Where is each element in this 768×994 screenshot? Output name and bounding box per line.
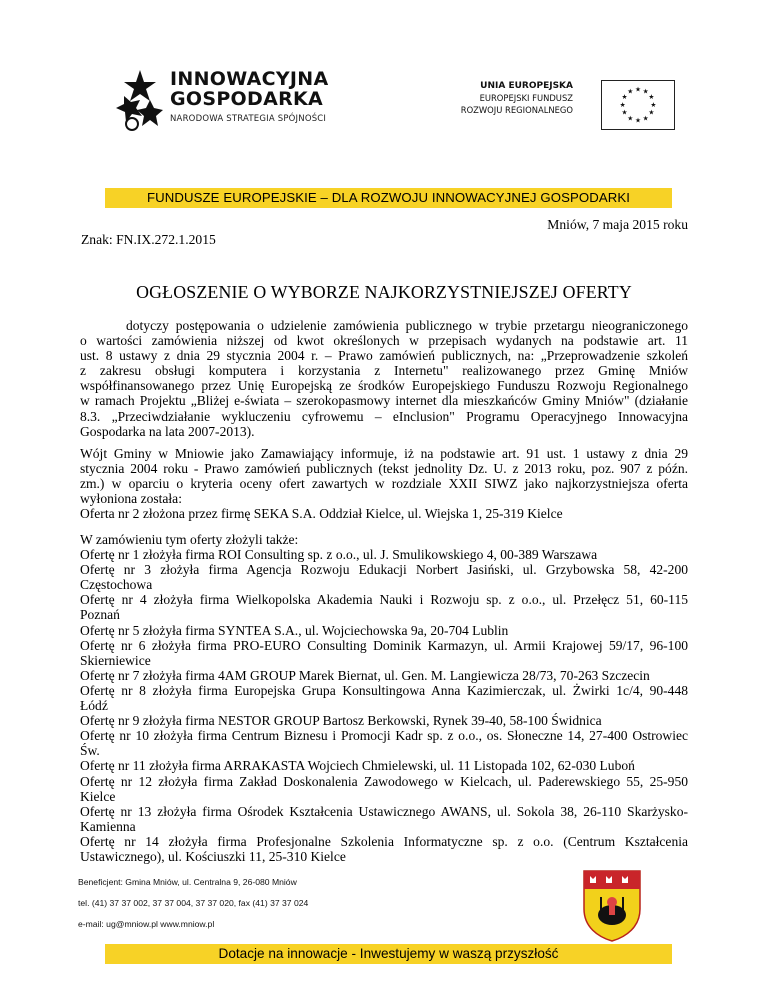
svg-text:★: ★ (634, 116, 642, 125)
text-line: Oferta nr 2 złożona przez firmę SEKA S.A. Oddział Kielce, ul. Wiejska 1, 25-319 Kielce (80, 506, 563, 522)
text-line: 8.3. „Przeciwdziałanie wykluczeniu cyfrowemu – eInclusion" Programu Operacyjnego Innowacyjna (80, 408, 688, 424)
text-line: Ofertę nr 1 złożyła firma ROI Consulting sp. z o.o., ul. J. Smulikowskiego 4, 00-389 Warszawa (80, 547, 598, 563)
ue-logo-line3: ROZWOJU REGIONALNEGO (460, 105, 573, 115)
ue-logo-text (461, 80, 573, 116)
top-banner: FUNDUSZE EUROPEJSKIE – DLA ROZWOJU INNOWACYJNEJ GOSPODARKI (105, 188, 672, 208)
text-line: Kielce (80, 788, 116, 804)
text-line: w ramach Projektu „Bliżej e-świata – szerokopasmowy internet dla mieszkańców Gminy Mniów" (działanie (80, 393, 688, 409)
text-line: W zamówieniu tym oferty złożyli także: (80, 532, 299, 547)
svg-text:★: ★ (627, 114, 634, 123)
text-line: Ofertę nr 3 złożyła firma Agencja Rozwoju Edukacji Norbert Jasiński, ul. Grzybowska 58, 42-200 (80, 562, 688, 578)
text-line: zm.) w oparciu o kryteria oceny ofert zawartych w rozdziale XXII SIWZ jako najkorzystniejsza oferta (80, 476, 688, 492)
text-line: Kamienna (80, 818, 136, 834)
svg-text:★: ★ (621, 108, 628, 117)
text-line: współfinansowanego przez Unię Europejską ze środków Europejskiego Funduszu Rozwoju Regionalnego (80, 378, 688, 394)
offers-paragraph (80, 532, 688, 864)
text-line: Ofertę nr 11 złożyła firma ARRAKASTA Wojciech Chmielewski, ul. 11 Listopada 102, 62-030 Luboń (80, 758, 635, 774)
text-line: stycznia 2004 roku - Prawo zamówień publicznych (tekst jednolity Dz. U. z 2013 roku, poz. 907 z późn. (80, 461, 688, 477)
text-line: z zakresu obsługi komputera i korzystania z Internetu" realizowanego przez Gminę Mniów (80, 363, 688, 379)
intro-paragraph (80, 318, 688, 439)
text-line: Ofertę nr 8 złożyła firma Europejska Grupa Konsultingowa Anna Kazimierczak, ul. Żwirki 1c/4, 90-448 (80, 682, 688, 698)
ig-logo-subtitle: NARODOWA STRATEGIA SPÓJNOŚCI (170, 114, 327, 124)
text-line: Skierniewice (80, 652, 151, 668)
text-line: o wartości zamówienia niższej od kwot określonych w przepisach wydanych na podstawie art. 11 (80, 333, 688, 349)
svg-text:★: ★ (627, 87, 634, 96)
svg-text:★: ★ (621, 93, 628, 102)
ue-logo-line1: UNIA EUROPEJSKA (480, 81, 573, 91)
document-reference: Znak: FN.IX.272.1.2015 (81, 232, 216, 247)
text-line: Ofertę nr 7 złożyła firma 4AM GROUP Marek Biernat, ul. Gen. M. Langiewicza 28/73, 70-263 Szczecin (80, 667, 650, 683)
text-line: Ofertę nr 10 złożyła firma Centrum Biznesu i Promocji Kadr sp. z o.o., os. Słoneczne 14, 27-400 Ostrowiec (80, 728, 688, 744)
document-title: OGŁOSZENIE O WYBORZE NAJKORZYSTNIEJSZEJ OFERTY (136, 282, 632, 302)
text-line: Ofertę nr 12 złożyła firma Zakład Doskonalenia Zawodowego w Kielcach, ul. Paderewskiego 55, 25-950 (80, 773, 688, 789)
ig-logo-line2: GOSPODARKA (170, 88, 324, 110)
footer-phones: tel. (41) 37 37 002, 37 37 004, 37 37 020, fax (41) 37 37 024 (78, 898, 309, 908)
eu-flag-icon (601, 80, 675, 130)
text-line: wyłoniona została: (80, 491, 182, 507)
text-line: Ofertę nr 13 złożyła firma Ośrodek Kształcenia Ustawicznego AWANS, ul. Sokola 38, 26-110 Skarżysko- (80, 803, 688, 819)
text-line: Częstochowa (80, 577, 153, 593)
ig-logo-line1: INNOWACYJNA (170, 68, 329, 90)
svg-text:★: ★ (648, 108, 655, 117)
text-line: Ofertę nr 4 złożyła firma Wielkopolska Akademia Nauki i Rozwoju sp. z o.o., ul. Przełęcz 51, 60-115 (80, 592, 688, 608)
text-line: Poznań (80, 607, 120, 623)
text-line: Św. (80, 743, 100, 759)
mniow-coat-of-arms-icon (582, 869, 642, 943)
text-line: Ofertę nr 9 złożyła firma NESTOR GROUP Bartosz Berkowski, Rynek 39-40, 58-100 Świdnica (80, 713, 602, 729)
text-line: Ofertę nr 5 złożyła firma SYNTEA S.A., ul. Wojciechowska 9a, 20-704 Lublin (80, 622, 509, 638)
text-line: Gospodarka na lata 2007-2013). (80, 423, 255, 439)
svg-text:★: ★ (642, 87, 649, 96)
footer-beneficiary: Beneficjent: Gmina Mniów, ul. Centralna 9, 26-080 Mniów (78, 877, 297, 887)
svg-text:★: ★ (648, 93, 655, 102)
text-line: Ofertę nr 6 złożyła firma PRO-EURO Consulting Dominik Karmazyn, ul. Armii Krajowej 59/17, 96-100 (80, 637, 688, 653)
decision-paragraph (80, 446, 688, 521)
bottom-banner: Dotacje na innowacje - Inwestujemy w waszą przyszłość (105, 944, 672, 964)
innovation-stars-icon (110, 68, 166, 132)
svg-text:★: ★ (619, 100, 626, 109)
text-line: ust. 8 ustawy z dnia 29 stycznia 2004 r. – Prawo zamówień publicznych, na: „Przeprowadzenie szkoleń (80, 348, 688, 364)
footer-contact-email: e-mail: ug@mniow.pl www.mniow.pl (78, 919, 215, 929)
svg-text:★: ★ (642, 114, 649, 123)
svg-text:★: ★ (650, 100, 657, 109)
unia-europejska-logo (455, 80, 695, 132)
ue-logo-line2: EUROPEJSKI FUNDUSZ (479, 93, 573, 103)
text-line: Ustawicznego), ul. Kościuszki 11, 25-310 Kielce (80, 848, 346, 864)
text-line: dotyczy postępowania o udzielenie zamówienia publicznego w trybie przetargu nieograniczonego (126, 318, 688, 333)
text-line: Łódź (80, 698, 108, 714)
innowacyjna-gospodarka-logo (110, 68, 350, 136)
document-date: Mniów, 7 maja 2015 roku (547, 217, 688, 232)
text-line: Ofertę nr 14 złożyła firma Profesjonalne Szkolenia Informatyczne sp. z o.o. (Centrum Kształcenia (80, 833, 688, 849)
svg-text:★: ★ (634, 85, 642, 94)
text-line: Wójt Gminy w Mniowie jako Zamawiający informuje, iż na podstawie art. 91 ust. 1 ustawy z dnia 29 (80, 446, 688, 461)
